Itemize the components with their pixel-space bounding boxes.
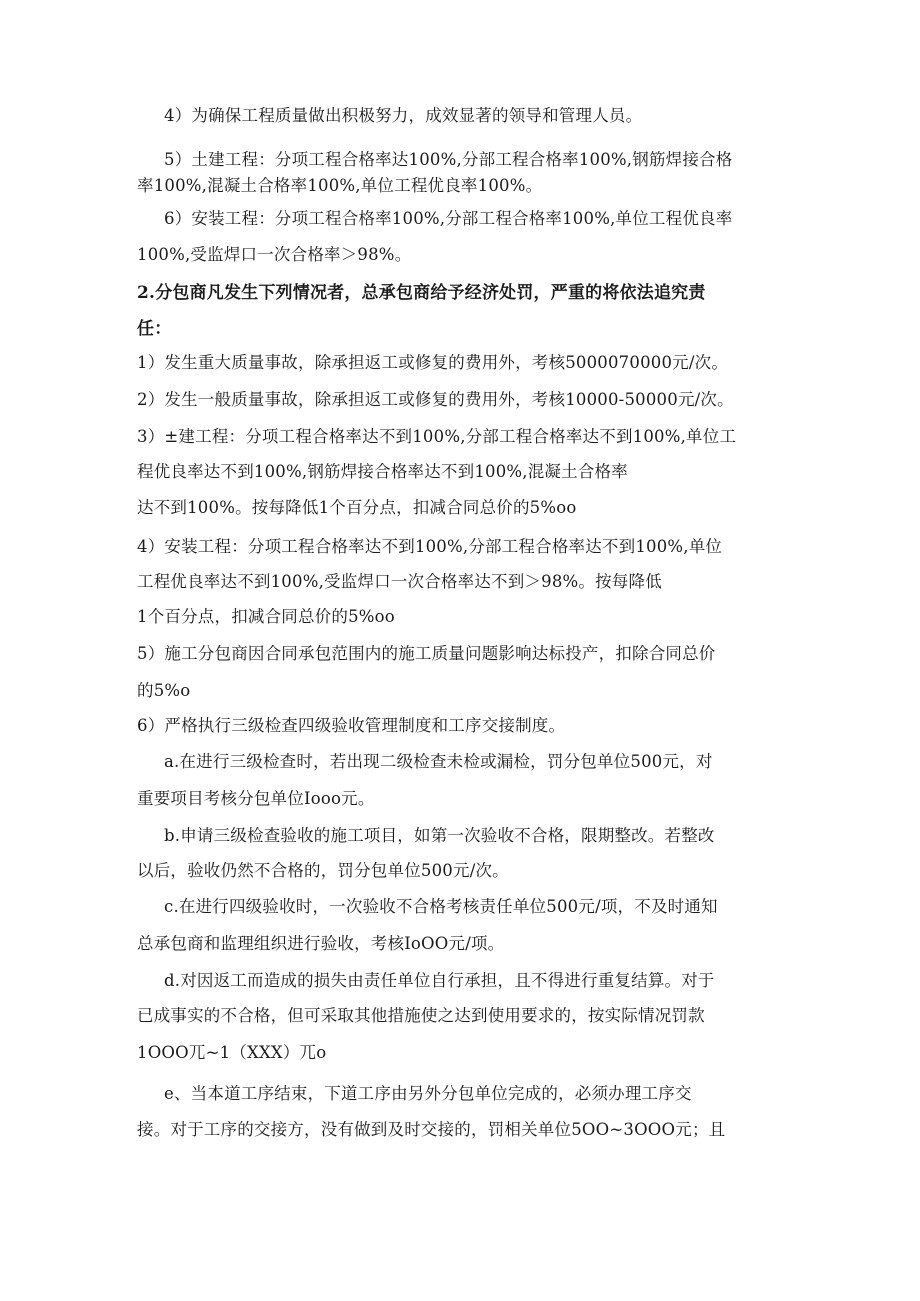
text-line: 1个百分点，扣减合同总价的5%oo bbox=[137, 607, 395, 626]
text-line: 程优良率达不到100%,钢筋焊接合格率达不到100%,混凝土合格率 bbox=[137, 462, 628, 481]
text-line: 工程优良率达不到100%,受监焊口一次合格率达不到＞98%。按每降低 bbox=[137, 572, 662, 591]
text-line: 总承包商和监理组织进行验收，考核IoOO元/项。 bbox=[137, 934, 505, 953]
text-line: e、当本道工序结束，下道工序由另外分包单位完成的，必须办理工序交 bbox=[164, 1084, 692, 1103]
text-line: 6）安装工程：分项工程合格率100%,分部工程合格率100%,单位工程优良率 bbox=[164, 209, 733, 228]
text-line: 1OOO兀~1（XXX）兀o bbox=[137, 1043, 327, 1062]
text-line: 2）发生一般质量事故，除承担返工或修复的费用外，考核10000-50000元/次。 bbox=[137, 390, 734, 409]
text-line: 4）安装工程：分项工程合格率达不到100%,分部工程合格率达不到100%,单位 bbox=[137, 537, 723, 556]
text-line: 接。对于工序的交接方，没有做到及时交接的，罚相关单位5OO~3OOO元；且 bbox=[137, 1120, 726, 1139]
text-line: 5）施工分包商因合同承包范围内的施工质量问题影响达标投产，扣除合同总价 bbox=[137, 644, 716, 663]
text-line: 率100%,混凝土合格率100%,单位工程优良率100%。 bbox=[137, 176, 543, 195]
text-line: 4）为确保工程质量做出积极努力，成效显著的领导和管理人员。 bbox=[164, 106, 643, 125]
text-line: 以后，验收仍然不合格的，罚分包单位500元/次。 bbox=[137, 861, 509, 880]
text-line: c.在进行四级验收时，一次验收不合格考核责任单位500元/项，不及时通知 bbox=[164, 897, 718, 916]
text-line: 3）±建工程：分项工程合格率达不到100%,分部工程合格率达不到100%,单位工 bbox=[137, 427, 737, 446]
text-line: d.对因返工而造成的损失由责任单位自行承担，且不得进行重复结算。对于 bbox=[164, 971, 715, 990]
text-line: 的5%o bbox=[137, 681, 191, 700]
text-line: 重要项目考核分包单位Iooo元。 bbox=[137, 789, 375, 808]
section-heading-cont: 任： bbox=[137, 319, 172, 339]
text-line: 100%,受监焊口一次合格率＞98%。 bbox=[137, 245, 412, 264]
text-line: a.在进行三级检查时，若出现二级检查未检或漏检，罚分包单位500元，对 bbox=[164, 752, 713, 771]
text-line: 已成事实的不合格，但可采取其他措施使之达到使用要求的，按实际情况罚款 bbox=[137, 1006, 705, 1025]
text-line: 1）发生重大质量事故，除承担返工或修复的费用外，考核5000070000元/次。 bbox=[137, 353, 729, 372]
text-line: 5）土建工程：分项工程合格率达100%,分部工程合格率100%,钢筋焊接合格 bbox=[164, 150, 733, 169]
text-line: 6）严格执行三级检查四级验收管理制度和工序交接制度。 bbox=[137, 716, 566, 735]
text-line: b.申请三级检查验收的施工项目，如第一次验收不合格，限期整改。若整改 bbox=[164, 826, 715, 845]
section-heading: 2.分包商凡发生下列情况者，总承包商给予经济处罚，严重的将依法追究责 bbox=[137, 283, 706, 303]
text-line: 达不到100%。按每降低1个百分点，扣减合同总价的5%oo bbox=[137, 498, 577, 517]
